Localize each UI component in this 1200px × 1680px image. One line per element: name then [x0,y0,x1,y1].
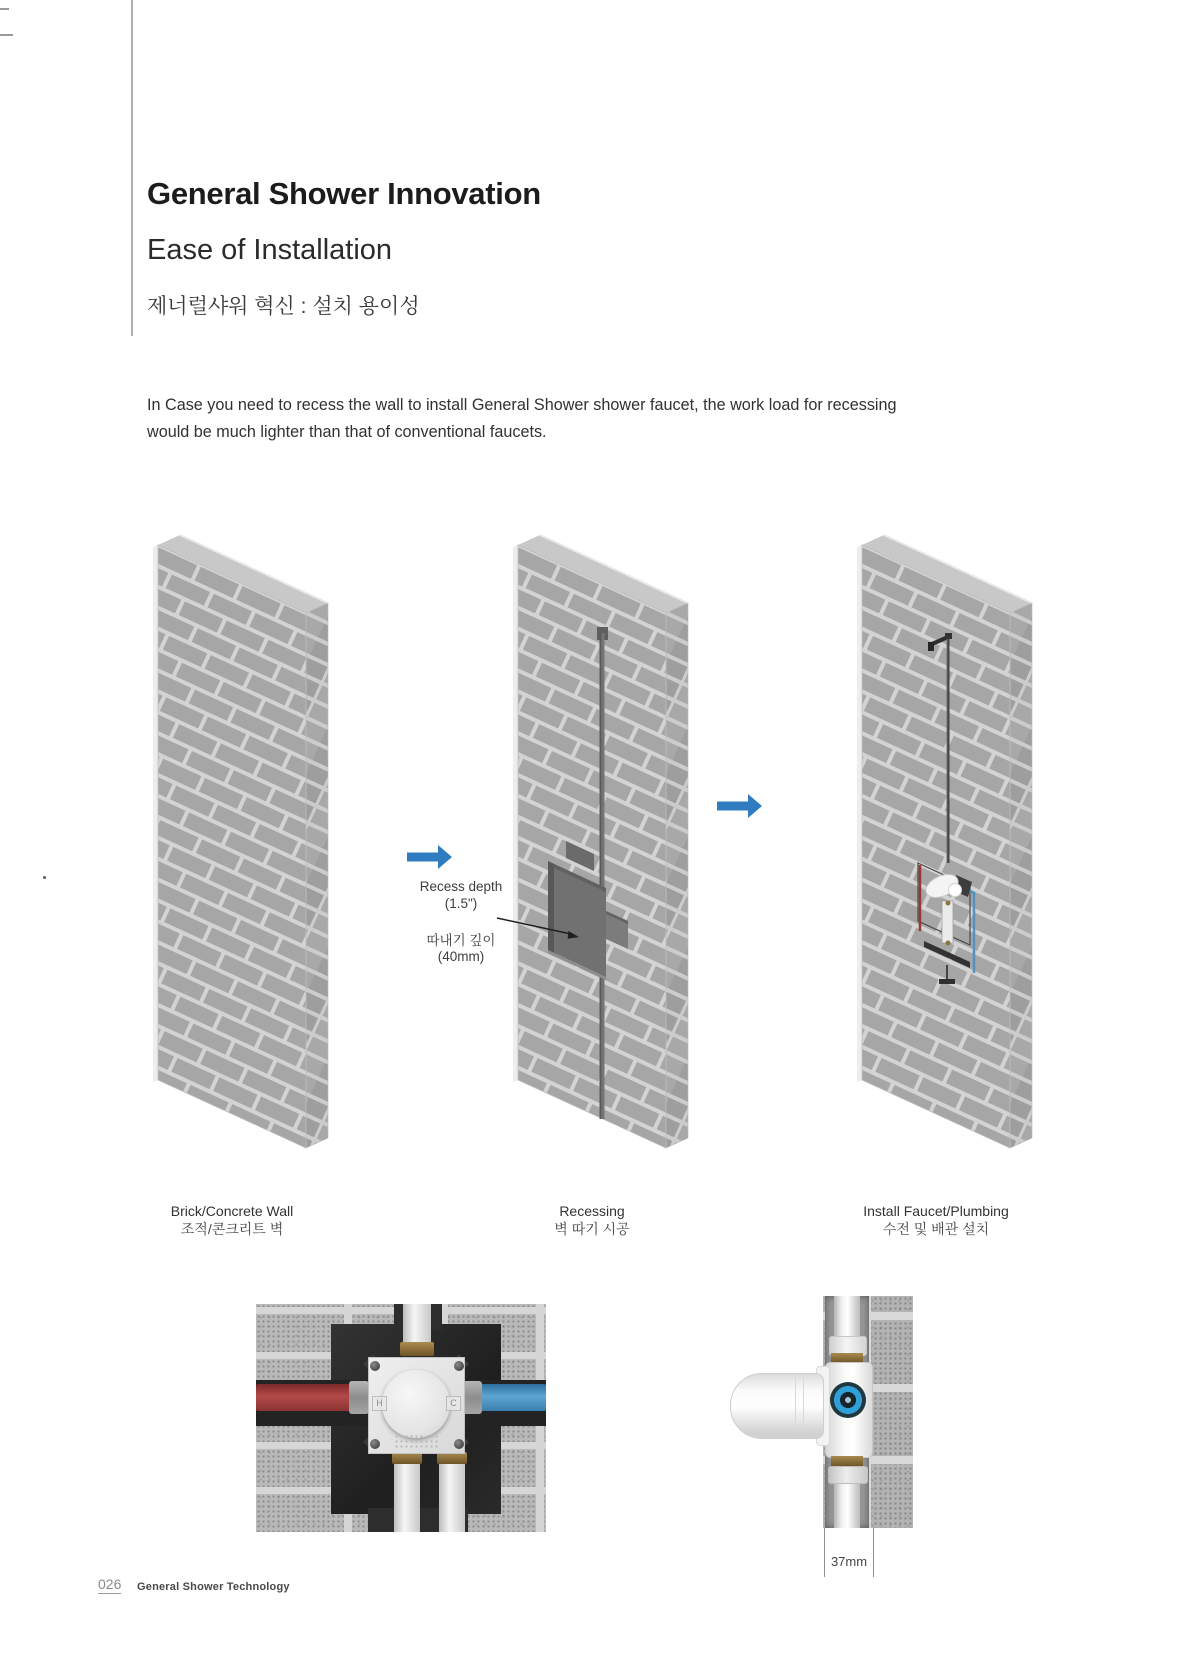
dimension-label: 37mm [830,1554,868,1569]
step-label-3 [826,1202,1046,1238]
hot-pipe-fitting [349,1381,369,1414]
step-label-1-en: Brick/Concrete Wall [170,1203,294,1219]
bottom-pipe-right [439,1454,465,1532]
handle-seam-1 [795,1377,796,1434]
intro-paragraph [147,392,897,446]
recess-depth-value-in: (1.5") [444,896,478,911]
handle-cylinder [730,1373,824,1439]
recess-depth-label-kr: 따내기 깊이 [426,933,496,948]
wall-2-recessed [513,535,688,1148]
photo-valve-side-view [726,1296,913,1528]
intro-line-2: would be much lighter than that of conventional faucets. [147,423,547,441]
drop-tube [942,901,953,943]
wall-1-brick-concrete [153,535,328,1148]
valve-cap [382,1370,450,1438]
footer-brand-text: General Shower Technology [137,1581,290,1593]
cold-water-pipe [480,1384,546,1411]
valve-label-dots [394,1434,440,1448]
screw-se [454,1439,464,1449]
step-arrow-2-icon [717,794,762,818]
screw-sw [370,1439,380,1449]
step-label-2 [482,1202,702,1238]
step-arrow-1-icon [407,845,452,869]
screw-ne [454,1361,464,1371]
page-subtitle-korean: 제너럴샤워 혁신 : 설치 용이성 [147,295,420,318]
photo-valve-front-view [256,1304,546,1532]
hot-label: H [372,1396,387,1411]
step-label-1 [122,1202,342,1238]
page-title: General Shower Innovation [147,176,541,211]
step-label-3-kr: 수전 및 배관 설치 [882,1221,990,1237]
intro-line-1: In Case you need to recess the wall to install General Shower shower faucet, the work load for recessing [147,396,897,414]
dimension-line-left [824,1528,825,1577]
dimension-line-right [873,1528,874,1577]
hot-water-pipe [256,1384,352,1411]
blue-port-seal [830,1382,866,1418]
top-outlet-pipe [403,1304,431,1344]
cold-label: C [446,1396,461,1411]
header-rule [131,0,133,336]
screw-nw [370,1361,380,1371]
bottom-brass-fitting [831,1456,863,1466]
cold-pipe-fitting [462,1381,482,1414]
crop-mark-top-1 [0,8,9,10]
recess-depth-value-mm: (40mm) [437,949,485,964]
installation-steps-diagram [0,480,1200,1200]
footer-page-number: 026 [98,1576,122,1592]
step-label-3-en: Install Faucet/Plumbing [863,1203,1009,1219]
step-label-1-kr: 조적/콘크리트 벽 [180,1221,284,1237]
step-label-2-en: Recessing [559,1203,625,1219]
recess-depth-label-en: Recess depth [419,879,503,894]
page-subtitle: Ease of Installation [147,234,393,266]
step-label-2-kr: 벽 따기 시공 [554,1221,630,1237]
top-brass-nut [400,1342,434,1356]
bottom-collar [828,1466,868,1484]
handle-seam-2 [803,1377,804,1434]
wall-3-installed [857,535,1032,1148]
bottom-pipe-left [394,1454,420,1532]
crop-mark-top-2 [0,34,13,36]
